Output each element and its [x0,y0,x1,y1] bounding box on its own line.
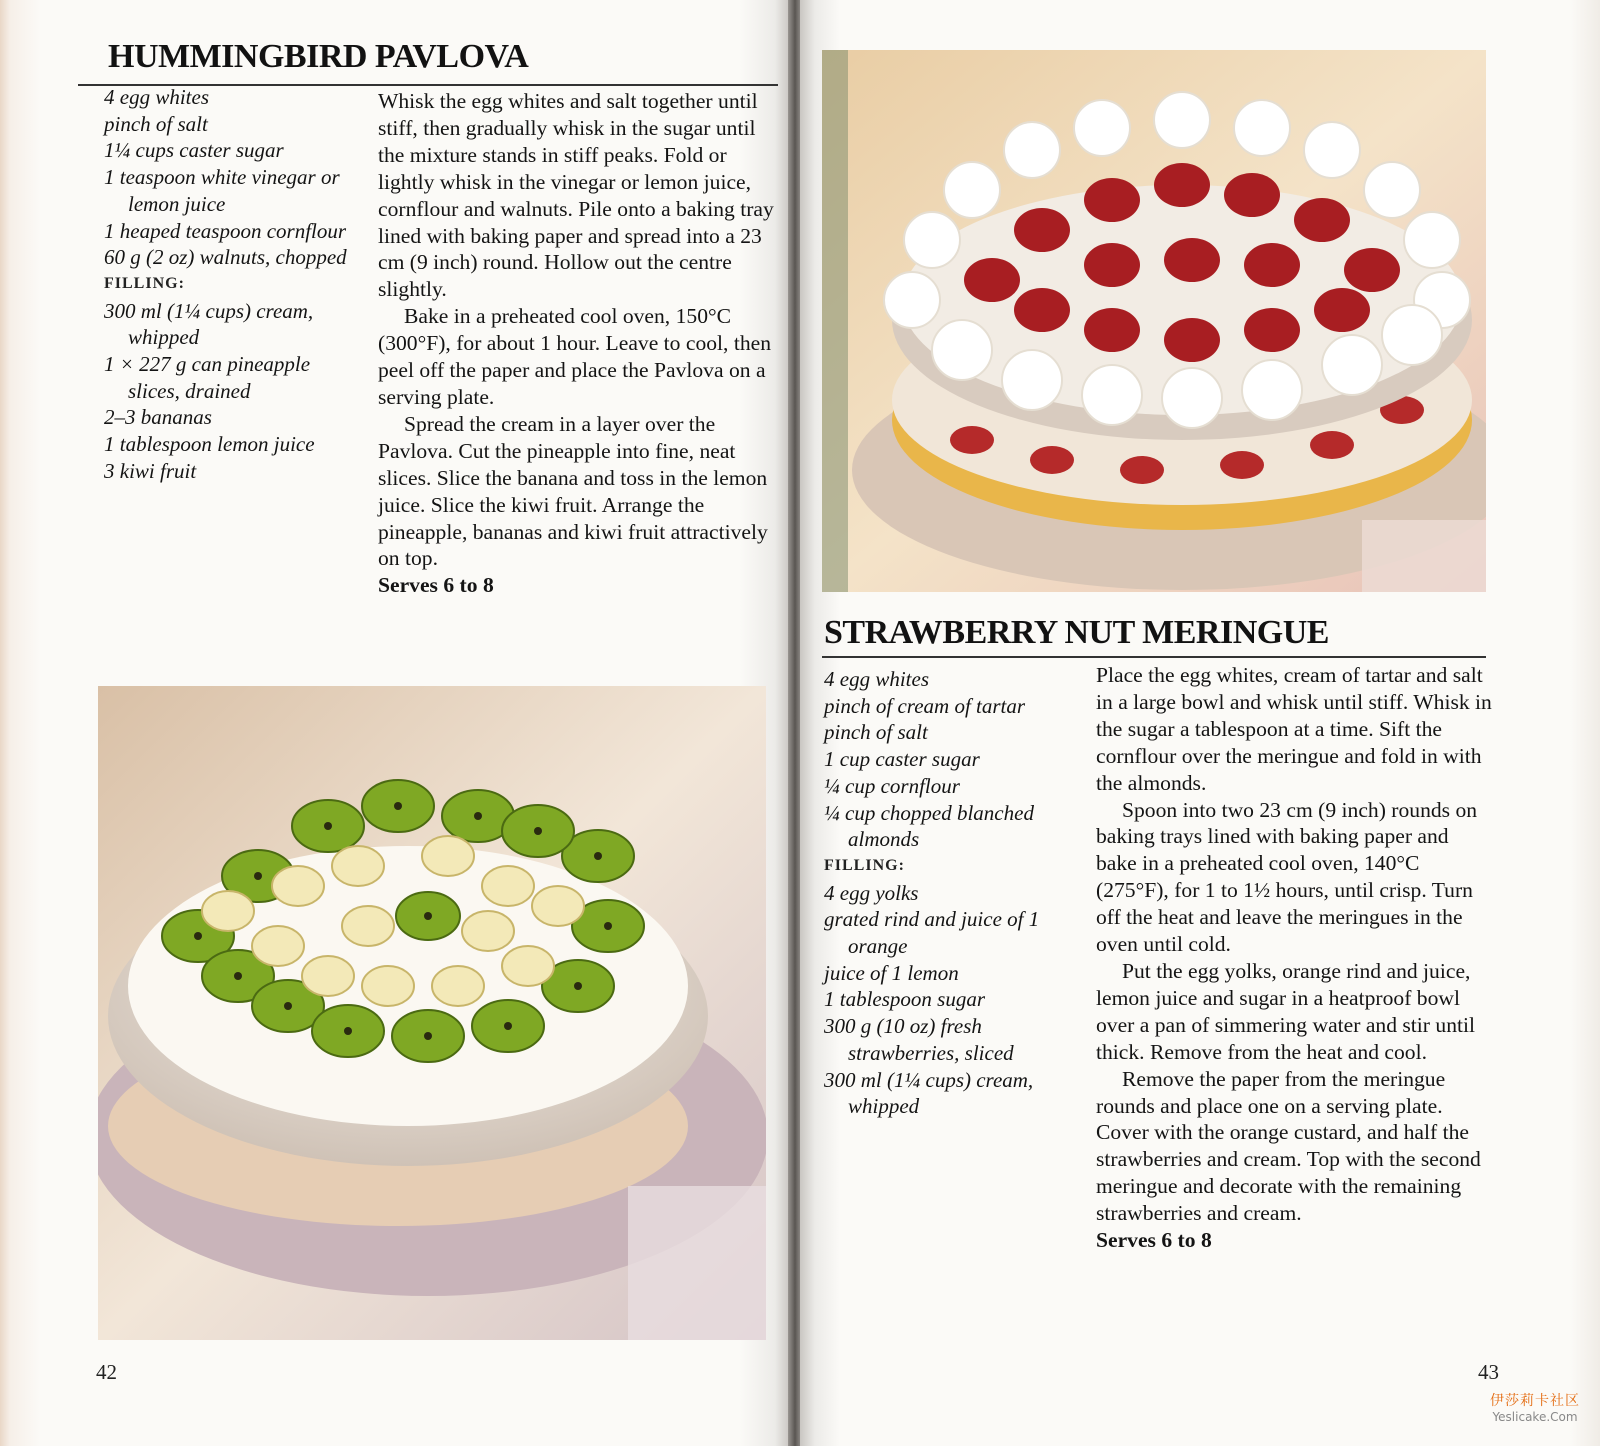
method-paragraph: Remove the paper from the meringue rounds and place one on a serving plate. Cover with the orange custard, and half the strawberries and cream. Top with the second meringue and decorate with the remaining strawberries and cream. [1096,1066,1481,1226]
title-rule [822,656,1486,658]
ingredient-item: ¼ cup chopped blanched almonds [824,800,1034,852]
serves-line: Serves 6 to 8 [378,573,494,598]
strawberry-meringue-photo [822,50,1486,592]
ingredient-item: 60 g (2 oz) walnuts, chopped [104,245,347,270]
ingredient-item: 1 × 227 g can pineapple slices, drained [104,352,311,403]
ingredient-item: 1 cup caster sugar [824,747,980,772]
ingredient-item: pinch of cream of tartar [824,693,1026,718]
ingredient-item: 300 ml (1¼ cups) cream, whipped [104,298,314,350]
recipe-title-strawberry-nut-meringue: STRAWBERRY NUT MERINGUE [824,614,1329,651]
pavlova-photo [98,686,766,1340]
ingredient-item: 300 ml (1¼ cups) cream, whipped [824,1067,1034,1119]
ingredient-item: 4 egg whites [824,667,929,691]
ingredient-item: 300 g (10 oz) fresh strawberries, sliced [824,1014,1014,1065]
right-page [800,0,1600,1446]
method-paragraph: Place the egg whites, cream of tartar and salt in a large bowl and whisk until stiff. Whisk in the sugar a tablespoon at a time. Sift the cornflour over the meringue and fold in with the almonds. [1096,663,1492,795]
ingredient-item: 1 tablespoon sugar [824,987,986,1012]
ingredient-item: juice of 1 lemon [824,960,959,985]
ingredients-list-left [104,84,364,485]
method-paragraph: Whisk the egg whites and salt together until stiff, then gradually whisk in the sugar until the mixture stands in stiff peaks. Fold or lightly whisk in the vinegar or lemon juice, cornflour and walnuts. Pile onto a baking tray lined with baking paper and spread into a 23 cm (9 inch) round. Hollow out the centre slightly. [378,89,774,302]
method-right [1096,662,1492,1254]
method-paragraph: Spoon into two 23 cm (9 inch) rounds on baking trays lined with baking paper and bake in a preheated cool oven, 140°C (275°F), for 1 to 1½ hours, until crisp. Turn off the heat and leave the meringues in the oven until cold. [1096,797,1478,957]
ingredient-item: 4 egg whites [104,85,209,109]
serves-line: Serves 6 to 8 [1096,1228,1212,1253]
ingredient-item: 1¼ cups caster sugar [104,138,284,163]
ingredient-item: 1 teaspoon white vinegar or lemon juice [104,165,340,216]
method-paragraph: Spread the cream in a layer over the Pavlova. Cut the pineapple into fine, neat slices. Slice the banana and toss in the lemon juice. Slice the kiwi fruit. Arrange the pineapple, bananas and kiwi fruit attractively on top. [378,411,768,571]
page-number-right: 43 [1478,1360,1499,1384]
method-paragraph: Bake in a preheated cool oven, 150°C (300°F), for about 1 hour. Leave to cool, then peel off the paper and place the Pavlova on a serving plate. [378,304,772,409]
filling-label: FILLING: [824,856,905,874]
ingredient-item: ¼ cup cornflour [824,773,960,798]
ingredient-item: 1 tablespoon lemon juice [104,432,315,457]
ingredient-item: 2–3 bananas [104,405,212,430]
ingredient-item: 3 kiwi fruit [104,458,197,483]
watermark-url: Yeslicake.Com [1492,1410,1578,1424]
ingredient-item: 1 heaped teaspoon cornflour [104,218,347,243]
ingredients-list-right [824,666,1084,1120]
left-page [0,0,790,1446]
ingredient-item: pinch of salt [824,720,928,745]
watermark-text: 伊莎莉卡社区 [1490,1393,1580,1409]
page-number-left: 42 [96,1360,117,1384]
method-paragraph: Put the egg yolks, orange rind and juice, lemon juice and sugar in a heatproof bowl over a pan of simmering water and stir until thick. Remove from the heat and cool. [1096,958,1475,1064]
ingredient-item: grated rind and juice of 1 orange [824,907,1040,959]
filling-label: FILLING: [104,274,185,292]
ingredient-item: 4 egg yolks [824,880,919,905]
watermark [1490,1390,1580,1424]
ingredient-item: pinch of salt [104,111,208,136]
recipe-title-hummingbird-pavlova: HUMMINGBIRD PAVLOVA [108,38,529,75]
method-left [378,88,776,599]
